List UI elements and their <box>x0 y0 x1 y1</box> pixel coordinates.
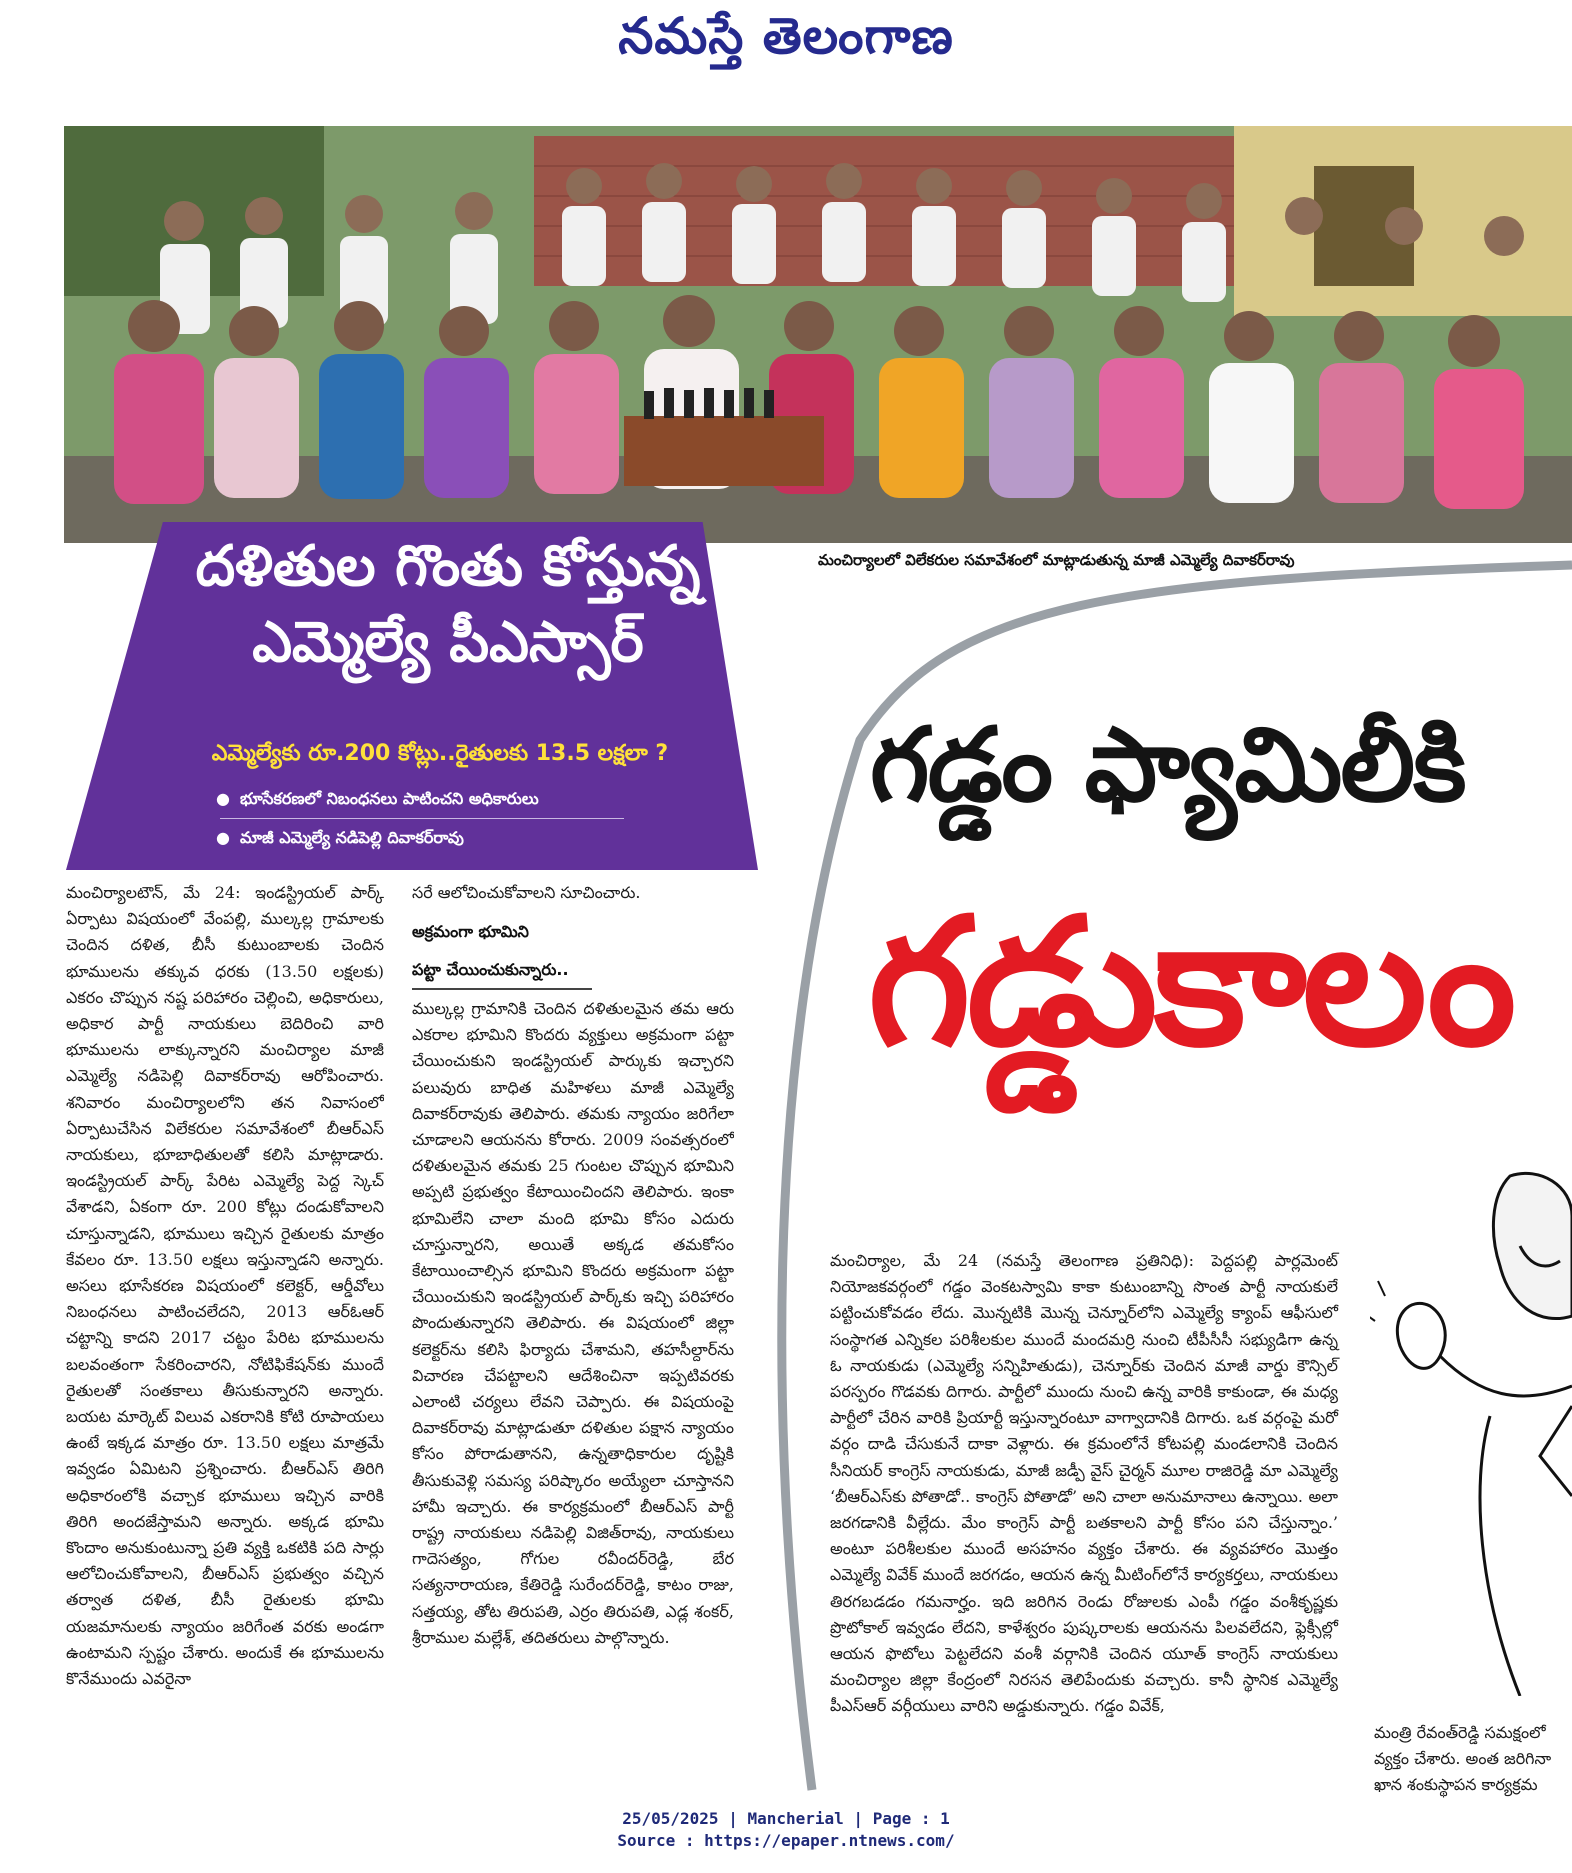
bullet-divider <box>220 818 624 819</box>
cartoon-illustration <box>1370 1156 1572 1696</box>
right-story-tail-line1: మంత్రి రేవంత్‌రెడ్డి సమక్షంలో <box>1374 1723 1546 1742</box>
right-story-tail <box>1374 1720 1572 1799</box>
left-bullet-2: ● మాజీ ఎమ్మెల్యే నడిపెల్లి దివాకర్‌రావు <box>216 828 464 851</box>
left-story-column-2-lead: సరే ఆలోచించుకోవాలని సూచించారు. <box>412 883 641 902</box>
right-headline-line2: గడ్డుకాలం <box>868 880 1513 1085</box>
left-headline-line2: ఎమ్మెల్యే పీఎస్సార్ <box>252 610 644 675</box>
left-headline <box>168 529 728 681</box>
left-headline-line1: దళితుల గొంతు కోస్తున్న <box>195 534 701 599</box>
right-story-body: మంచిర్యాల, మే 24 (నమస్తే తెలంగాణ ప్రతినిధి): పెద్దపల్లి పార్లమెంట్ నియోజకవర్గంలో గడ్డం వెంకటస్వామి కాకా కుటుంబాన్ని సొంత పార్టీ నాయకులే పట్టించుకోవడం లేదు. మొన్నటికి మొన్న చెన్నూర్‌లోని ఎమ్మెల్యే క్యాంప్ ఆఫీసులో సంస్థాగత ఎన్నికల పరిశీలకుల ముందే మందమర్రి నుంచి టీపీసీసీ సభ్యుడిగా ఉన్న ఓ నాయకుడు (ఎమ్మెల్యే సన్నిహితుడు), చెన్నూర్‌కు చెందిన మాజీ వార్డు కౌన్సిల్ పరస్పరం గొడవకు దిగారు. పార్టీలో ముందు నుంచి ఉన్న వారికి కాకుండా, ఈ మధ్య పార్టీలో చేరిన వారికి ప్రియార్టీ ఇస్తున్నారంటూ వాగ్వాదానికి దిగారు. ఒక వర్గంపై మరో వర్గం దాడి చేసుకునే దాకా వెళ్లారు. ఈ క్రమంలోనే కోటపల్లి మండలానికి చెందిన సీనియర్ కాంగ్రెస్ నాయకుడు, మాజీ జడ్పీ వైస్ చైర్మన్ మూల రాజిరెడ్డి మా ఎమ్మెల్యే ‘బీఆర్ఎస్‌కు పోతాడో.. కాంగ్రెస్ పోతాడో’ అని చాలా అనుమానాలు ఉన్నాయి. అలా జరగడానికి వీల్లేదు. మేం కాంగ్రెస్ పార్టీ బతకాలని పార్టీ కోసం పని చేస్తున్నాం.’ అంటూ పరిశీలకుల ముందే అసహనం వ్యక్తం చేశారు. ఈ వ్యవహారం మొత్తం ఎమ్మెల్యే వివేక్ ముందే జరగడం, ఆయన ఉన్న మీటింగ్‌లోనే కార్యకర్తలు, నాయకులు తిరగబడడం గమనార్హం. ఇది జరిగిన రెండు రోజులకు ఎంపీ గడ్డం వంశీకృష్ణకు ప్రొటోకాల్ ఇవ్వడం లేదని, కాళేశ్వరం పుష్కరాలకు ఆయనను పిలవలేదని, ఫ్లెక్సీల్లో ఆయన ఫొటోలు పెట్టలేదని వంశీ వర్గానికి చెందిన యూత్ కాంగ్రెస్ నాయకులు మంచిర్యాల జిల్లా కేంద్రంలో నిరసన తెలిపేందుకు వచ్చారు. కానీ స్థానిక ఎమ్మెల్యే పీఎస్ఆర్ వర్గీయులు వారిని అడ్డుకున్నారు. గడ్డం వివేక్, <box>830 1251 1338 1716</box>
right-story-tail-line3: ఖాన శంకుస్థాపన కార్యక్రమ <box>1374 1775 1538 1795</box>
left-subheadline: ఎమ్మెల్యేకు రూ.200 కోట్లు..రైతులకు 13.5 లక్షలా ? <box>211 741 669 766</box>
right-headline-line1: గడ్డం ఫ్యామిలీకి <box>870 706 1465 825</box>
masthead-logo: నమస్తే తెలంగాణ <box>618 6 954 65</box>
left-bullet-1: ● భూసేకరణలో నిబంధనలు పాటించని అధికారులు <box>216 789 539 812</box>
press-meet-photo <box>64 126 1572 543</box>
left-story-column-1: మంచిర్యాలటౌన్, మే 24: ఇండస్ట్రియల్ పార్క్ ఏర్పాటు విషయంలో వేంపల్లి, ముల్కల్ల గ్రామాలకు చెందిన దళిత, బీసీ కుటుంబాలకు చెందిన భూములను తక్కువ ధరకు (13.50 లక్షలకు) ఎకరం చొప్పున నష్ట పరిహారం చెల్లించి, అధికారులు, అధికార పార్టీ నాయకులు బెదిరించి వారి భూములను లాక్కున్నారని మంచిర్యాల మాజీ ఎమ్మెల్యే నడిపెల్లి దివాకర్‌రావు ఆరోపించారు. శనివారం మంచిర్యాలలోని తన నివాసంలో ఏర్పాటుచేసిన విలేకరుల సమావేశంలో బీఆర్ఎస్ నాయకులు, భూబాధితులతో కలిసి మాట్లాడారు. ఇండస్ట్రియల్ పార్క్ పేరిట ఎమ్మెల్యే పెద్ద స్కెచ్ వేశాడని, ఏకంగా రూ. 200 కోట్లు దండుకోవాలని చూస్తున్నాడని, భూములు ఇచ్చిన రైతులకు మాత్రం కేవలం రూ. 13.50 లక్షలు ఇస్తున్నాడని అన్నారు. అసలు భూసేకరణ విషయంలో కలెక్టర్, ఆర్డీవోలు నిబంధనలు పాటించలేదని, 2013 ఆర్ఓఆర్ చట్టాన్ని కాదని 2017 చట్టం పేరిట భూములను బలవంతంగా సేకరించారని, నోటిఫికేషన్‌కు ముందే రైతులతో సంతకాలు తీసుకున్నారని అన్నారు. బయట మార్కెట్ విలువ ఎకరానికి కోటి రూపాయలు ఉంటే ఇక్కడ మాత్రం రూ. 13.50 లక్షలు మాత్రమే ఇవ్వడం ఏమిటని ప్రశ్నించారు. బీఆర్ఎస్ తిరిగి అధికారంలోకి వచ్చాక భూములు ఇచ్చిన వారికి తిరిగి అందజేస్తామని అన్నారు. అక్కడ భూమి కొందాం అనుకుంటున్నా ప్రతి వ్యక్తి ఒకటికి పది సార్లు ఆలోచించుకోవాలని, బీఆర్ఎస్ ప్రభుత్వం వచ్చిన తర్వాత దళిత, బీసీ రైతులకు భూమి యజమానులకు న్యాయం జరిగేంత వరకు అండగా ఉంటామని స్పష్టం చేశారు. అందుకే ఈ భూములను కొనేముందు ఎవరైనా <box>66 883 384 1689</box>
photo-caption: మంచిర్యాలలో విలేకరుల సమావేశంలో మాట్లాడుతున్న మాజీ ఎమ్మెల్యే దివాకర్‌రావు <box>818 551 1295 569</box>
subhead-underline <box>412 988 592 990</box>
right-story-tail-line2: వ్యక్తం చేశారు. అంత జరిగినా <box>1374 1749 1552 1769</box>
footer-source-link[interactable]: Source : https://epaper.ntnews.com/ <box>617 1831 955 1850</box>
page-footer <box>0 1808 1572 1852</box>
left-story-subhead-line1: అక్రమంగా భూమిని <box>412 922 529 941</box>
left-story-subhead-line2: పట్టా చేయించుకున్నారు.. <box>412 960 569 979</box>
footer-edition-info: 25/05/2025 | Mancherial | Page : 1 <box>622 1809 950 1828</box>
left-story-column-2: ముల్కల్ల గ్రామానికి చెందిన దళితులమైన తమ ఆరు ఎకరాల భూమిని కొందరు వ్యక్తులు అక్రమంగా పట్టా చేయించుకుని ఇండస్ట్రియల్ పార్కుకు ఇచ్చారని పలువురు బాధిత మహిళలు మాజీ ఎమ్మెల్యే దివాకర్‌రావుకు తెలిపారు. తమకు న్యాయం జరిగేలా చూడాలని ఆయనను కోరారు. 2009 సంవత్సరంలో దళితులమైన తమకు 25 గుంటల చొప్పున భూమిని అప్పటి ప్రభుత్వం కేటాయించిందని తెలిపారు. ఇంకా భూమిలేని చాలా మంది భూమి కోసం ఎదురు చూస్తున్నారని, అయితే అక్కడ తమకోసం కేటాయించాల్సిన భూమిని కొందరు అక్రమంగా పట్టా చేయించుకుని ఇండస్ట్రియల్ పార్క్‌కు ఇచ్చి పరిహారం పొందుతున్నారని తెలిపారు. ఈ విషయంలో జిల్లా కలెక్టర్‌ను కలిసి ఫిర్యాదు చేశామని, తహసీల్దార్‌ను విచారణ చేపట్టాలని ఆదేశించినా ఇప్పటివరకు ఎలాంటి చర్యలు లేవని చెప్పారు. ఈ విషయంపై దివాకర్‌రావు మాట్లాడుతూ దళితుల పక్షాన న్యాయం కోసం పోరాడుతానని, ఉన్నతాధికారుల దృష్టికి తీసుకువెళ్లి సమస్య పరిష్కారం అయ్యేలా చూస్తానని హామీ ఇచ్చారు. ఈ కార్యక్రమంలో బీఆర్ఎస్ పార్టీ రాష్ట్ర నాయకులు నడిపెల్లి విజిత్‌రావు, నాయకులు గాదెసత్యం, గోగుల రవీందర్‌రెడ్డి, బేర సత్యనారాయణ, కేతిరెడ్డి సురేందర్‌రెడ్డి, కాటం రాజు, సత్తయ్య, తోట తిరుపతి, ఎర్రం తిరుపతి, ఎడ్ల శంకర్, శ్రీరాముల మల్లేశ్, తదితరులు పాల్గొన్నారు. <box>412 999 734 1647</box>
